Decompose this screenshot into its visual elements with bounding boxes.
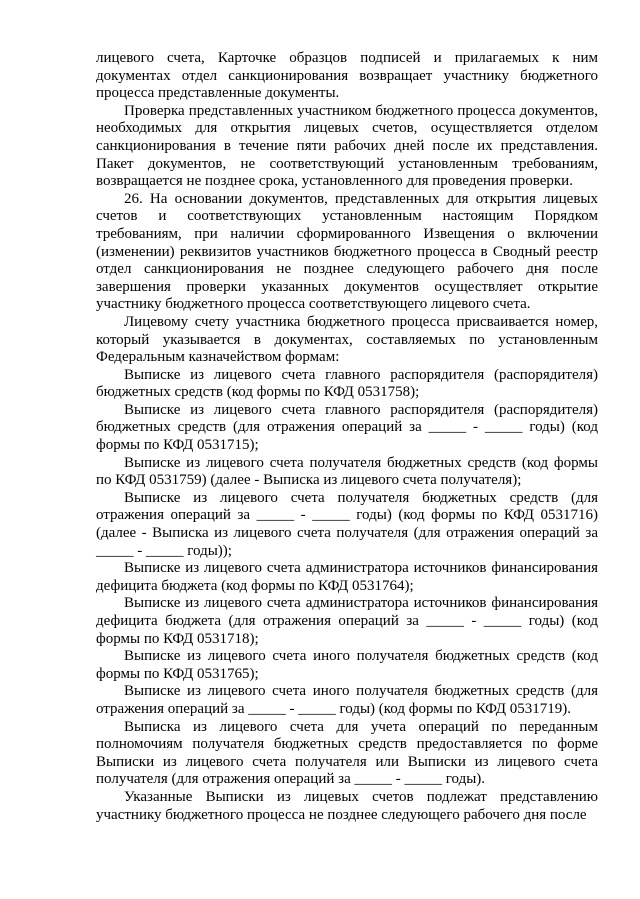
paragraph-8: Выписке из лицевого счета получателя бюджетных средств (для отражения операций за _____ - _____ годы) (код формы по КФД 0531716) (далее - Выписка из лицевого счета получателя (для отражения операций за _____ - _____ годы)); — [96, 489, 598, 559]
paragraph-13: Выписка из лицевого счета для учета операций по переданным полномочиям получателя бюджетных средств предоставляется по форме Выписки из лицевого счета получателя или Выписки из лицевого счета получателя (для отражения операций за _____ - _____ годы). — [96, 718, 598, 788]
paragraph-7: Выписке из лицевого счета получателя бюджетных средств (код формы по КФД 0531759) (далее - Выписка из лицевого счета получателя); — [96, 454, 598, 489]
paragraph-14: Указанные Выписки из лицевых счетов подлежат представлению участнику бюджетного процесса не позднее следующего рабочего дня после — [96, 788, 598, 823]
document-page — [96, 50, 598, 824]
paragraph-9: Выписке из лицевого счета администратора источников финансирования дефицита бюджета (код формы по КФД 0531764); — [96, 560, 598, 594]
paragraph-4: Лицевому счету участника бюджетного процесса присваивается номер, который указывается в документах, составляемых по установленным Федеральным казначейством формам: — [96, 313, 598, 366]
paragraph-5: Выписке из лицевого счета главного распорядителя (распорядителя) бюджетных средств (код формы по КФД 0531758); — [96, 366, 598, 401]
paragraph-6: Выписке из лицевого счета главного распорядителя (распорядителя) бюджетных средств (для отражения операций за _____ - _____ годы) (код формы по КФД 0531715); — [96, 401, 598, 454]
paragraph-3: 26. На основании документов, представленных для открытия лицевых счетов и соответствующих установленным настоящим Порядком требованиям, при наличии сформированного Извещения о включении (изменении) реквизитов участников бюджетного процесса в Сводный реестр отдел санкционирования не позднее следующего рабочего дня после завершения проверки указанных документов осуществляет открытие участнику бюджетного процесса соответствующего лицевого счета. — [96, 190, 598, 313]
paragraph-11: Выписке из лицевого счета иного получателя бюджетных средств (код формы по КФД 0531765); — [96, 648, 598, 682]
paragraph-12: Выписке из лицевого счета иного получателя бюджетных средств (для отражения операций за _____ - _____ годы) (код формы по КФД 0531719). — [96, 683, 598, 717]
paragraph-10: Выписке из лицевого счета администратора источников финансирования дефицита бюджета (для отражения операций за _____ - _____ годы) (код формы по КФД 0531718); — [96, 595, 598, 647]
paragraph-1: лицевого счета, Карточке образцов подписей и прилагаемых к ним документах отдел санкционирования возвращает участнику бюджетного процесса представленные документы. — [96, 50, 598, 102]
paragraph-2: Проверка представленных участником бюджетного процесса документов, необходимых для открытия лицевых счетов, осуществляется отделом санкционирования в течение пяти рабочих дней после их представления. Пакет документов, не соответствующий установленным требованиям, возвращается не позднее срока, установленного для проведения проверки. — [96, 102, 598, 190]
